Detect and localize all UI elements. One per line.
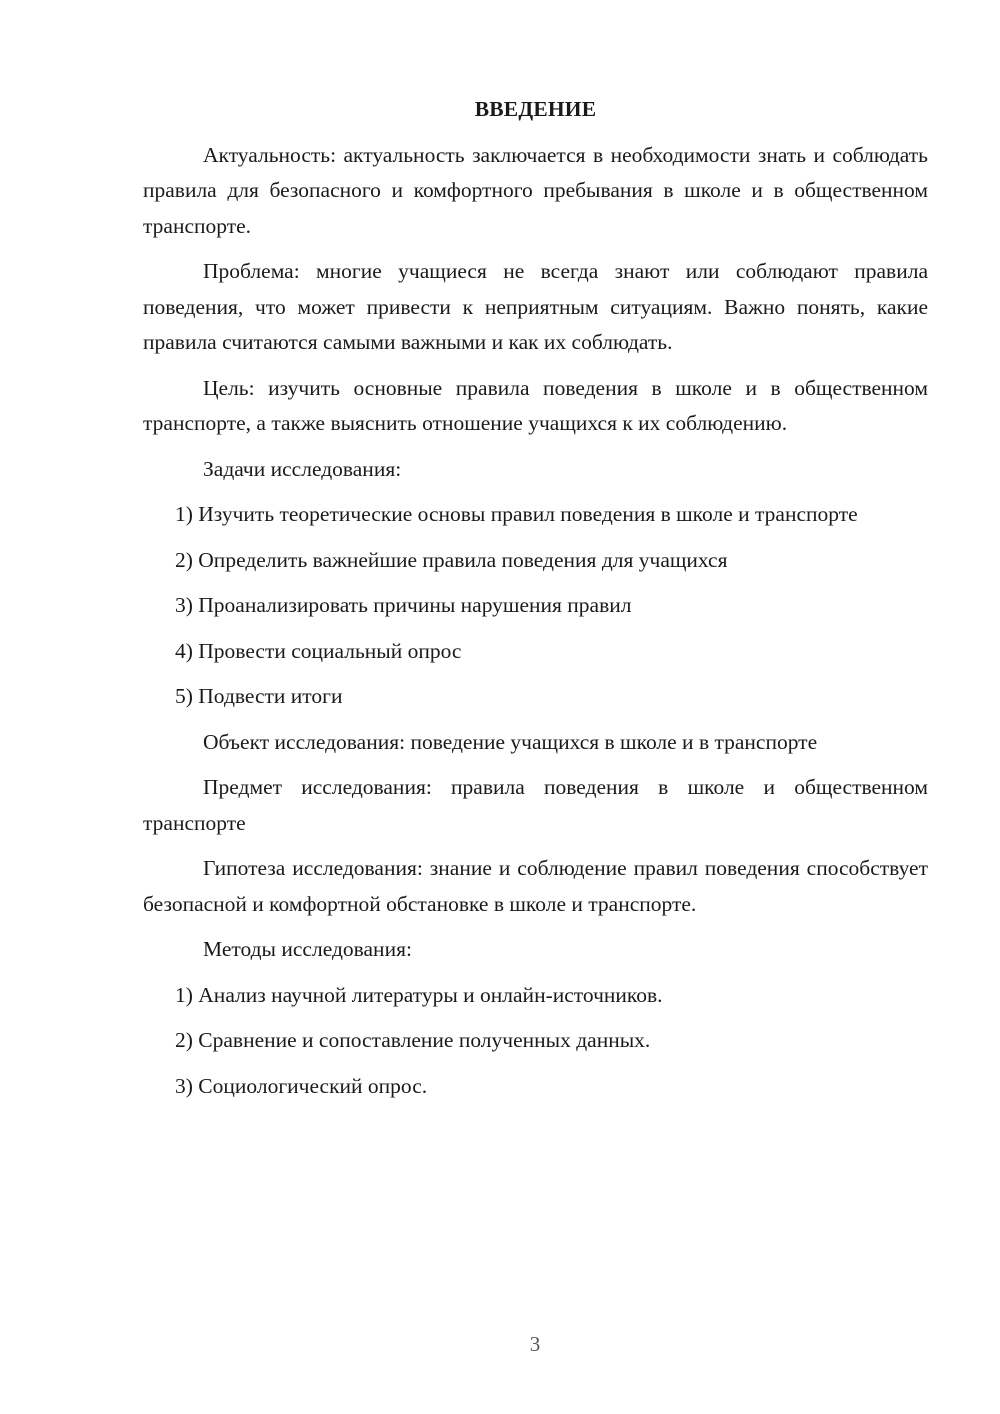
task-item-2: 2) Определить важнейшие правила поведения для учащихся xyxy=(175,547,728,572)
problem-paragraph: Проблема: многие учащиеся не всегда знают или соблюдают правила поведения, что может привести к неприятным ситуациям. Важно понять, какие правила считаются самыми важными и как их соблюдать. xyxy=(143,259,928,354)
task-item-5: 5) Подвести итоги xyxy=(175,684,343,708)
method-item-1: 1) Анализ научной литературы и онлайн-источников. xyxy=(175,982,663,1007)
subject-paragraph: Предмет исследования: правила поведения в школе и общественном транспорте xyxy=(143,775,928,835)
page-title: ВВЕДЕНИЕ xyxy=(474,97,597,121)
relevance-paragraph: Актуальность: актуальность заключается в необходимости знать и соблюдать правила для безопасного и комфортного пребывания в школе и в общественном транспорте. xyxy=(143,142,928,238)
method-item-2: 2) Сравнение и сопоставление полученных данных. xyxy=(175,1028,651,1052)
tasks-heading: Задачи исследования: xyxy=(203,456,402,481)
page-number: 3 xyxy=(529,1332,541,1356)
task-item-4: 4) Провести социальный опрос xyxy=(175,638,462,663)
methods-heading: Методы исследования: xyxy=(203,937,412,961)
document-body xyxy=(143,92,928,1114)
task-item-3: 3) Проанализировать причины нарушения правил xyxy=(175,593,632,617)
task-item-1: 1) Изучить теоретические основы правил поведения в школе и транспорте xyxy=(175,502,858,526)
object-paragraph: Объект исследования: поведение учащихся в школе и в транспорте xyxy=(203,729,818,754)
hypothesis-paragraph: Гипотеза исследования: знание и соблюдение правил поведения способствует безопасной и комфортной обстановке в школе и транспорте. xyxy=(143,856,928,916)
method-item-3: 3) Социологический опрос. xyxy=(175,1073,428,1098)
goal-paragraph: Цель: изучить основные правила поведения в школе и в общественном транспорте, а также выяснить отношение учащихся к их соблюдению. xyxy=(143,375,928,435)
